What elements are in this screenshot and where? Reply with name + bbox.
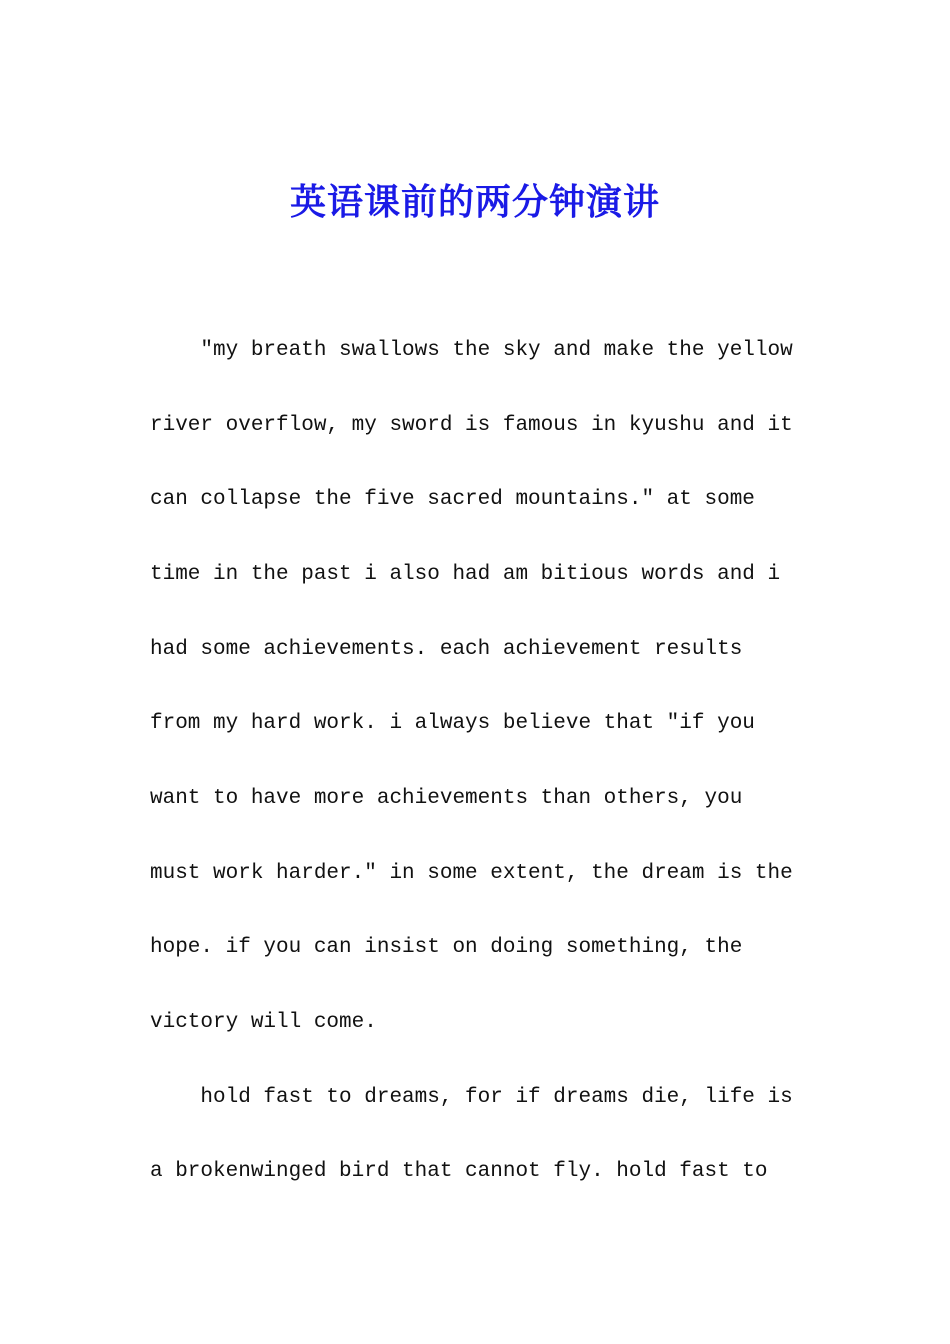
paragraph-line: from my hard work. i always believe that "if you <box>150 712 755 735</box>
paragraph-line: hope. if you can insist on doing something, the <box>150 936 743 959</box>
paragraph-line: river overflow, my sword is famous in kyushu and it <box>150 414 793 437</box>
document-title: 英语课前的两分钟演讲 <box>289 181 660 223</box>
paragraph-line: "my breath swallows the sky and make the yellow <box>150 339 793 362</box>
paragraph-line: can collapse the five sacred mountains." at some <box>150 488 755 511</box>
paragraph-line: hold fast to dreams, for if dreams die, life is <box>150 1086 793 1109</box>
paragraph-line: must work harder." in some extent, the dream is the <box>150 862 793 885</box>
paragraph-line: a brokenwinged bird that cannot fly. hold fast to <box>150 1160 768 1183</box>
paragraph-line: had some achievements. each achievement results <box>150 638 743 661</box>
paragraph-line: want to have more achievements than others, you <box>150 787 743 810</box>
paragraph-line: time in the past i also had am bitious words and i <box>150 563 781 586</box>
paragraph-line: victory will come. <box>150 1011 377 1034</box>
